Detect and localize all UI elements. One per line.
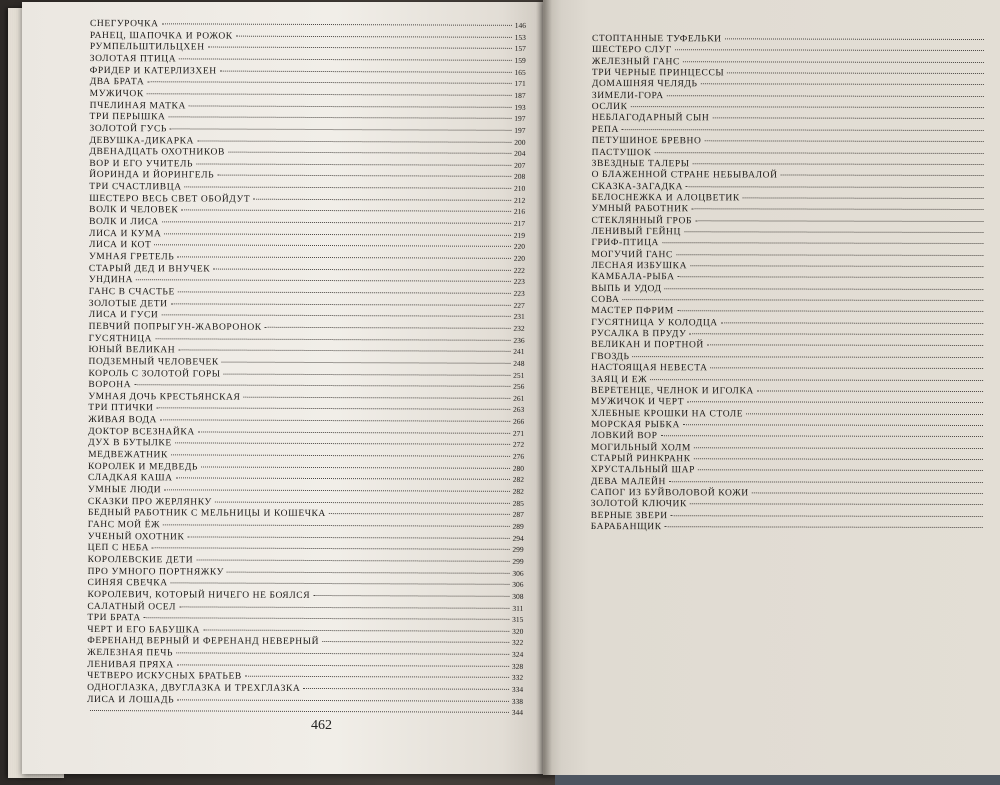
toc-entry-page: 220 xyxy=(513,253,525,263)
toc-entry-title: ВОЛК И ЛИСА xyxy=(89,217,159,228)
dot-leader xyxy=(179,58,511,60)
toc-entry-title: РАНЕЦ, ШАПОЧКА И РОЖОК xyxy=(89,30,233,42)
toc-entry-title: ВОРОНА xyxy=(88,380,132,391)
dot-leader xyxy=(313,595,509,597)
toc-entry-title: ЗВЕЗДНЫЕ ТАЛЕРЫ xyxy=(591,158,690,170)
toc-entry-title: ДОМАШНЯЯ ЧЕЛЯДЬ xyxy=(591,79,698,90)
toc-entry-title: ЧЕТВЕРО ИСКУСНЫХ БРАТЬЕВ xyxy=(87,671,242,683)
toc-entry-page: 320 xyxy=(512,626,524,636)
toc-entry-page: 219 xyxy=(513,230,526,240)
toc-entry-title: ВЕРЕТЕНЦЕ, ЧЕЛНОК И ИГОЛКА xyxy=(591,385,754,397)
toc-entry-page: 223 xyxy=(513,277,525,287)
toc-entry-title: ДЕВА МАЛЕЙН xyxy=(590,476,666,487)
dot-leader xyxy=(203,629,509,631)
toc-entry-title: ЗОЛОТОЙ КЛЮЧИК xyxy=(590,499,687,510)
toc-entry-title: НЕБЛАГОДАРНЫЙ СЫН xyxy=(591,113,710,124)
dot-leader xyxy=(701,84,984,86)
toc-entry-title: УМНЫЙ РАБОТНИК xyxy=(591,204,689,215)
dot-leader xyxy=(727,72,984,74)
dot-leader xyxy=(198,431,510,433)
toc-entry-page: 146 xyxy=(514,20,526,30)
toc-entry-page: 223 xyxy=(513,288,525,298)
dot-leader xyxy=(712,118,983,120)
toc-entry-page: 289 xyxy=(512,521,524,531)
toc-entry-title: СКАЗКИ ПРО ЖЕРЛЯНКУ xyxy=(87,496,212,508)
dot-leader xyxy=(164,489,509,492)
toc-entry-title: ЖЕЛЕЗНЫЙ ГАНС xyxy=(591,56,680,67)
toc-entry-title: ЧЕРТ И ЕГО БАБУШКА xyxy=(87,624,201,636)
dot-leader xyxy=(134,384,510,387)
dot-leader xyxy=(694,447,983,449)
dot-leader xyxy=(678,277,984,279)
toc-entry-title: ВОЛК И ЧЕЛОВЕК xyxy=(89,205,179,216)
toc-entry-page: 193 xyxy=(514,102,526,112)
toc-entry-page: 216 xyxy=(513,207,526,217)
toc-entry-title: ЛИСА И ЛОШАДЬ xyxy=(87,694,175,706)
toc-entry-title: СИНЯЯ СВЕЧКА xyxy=(87,578,168,589)
toc-entry-page: 315 xyxy=(512,614,524,625)
dot-leader xyxy=(746,413,983,415)
dot-leader xyxy=(154,245,510,248)
dot-leader xyxy=(686,186,984,188)
toc-entry-title: УЧЕНЫЙ ОХОТНИК xyxy=(87,531,185,543)
toc-entry-title: ЛИСА И КОТ xyxy=(88,240,152,251)
toc-entry-title: МОГИЛЬНЫЙ ХОЛМ xyxy=(590,442,691,453)
dot-leader xyxy=(224,373,511,375)
toc-entry-page: 322 xyxy=(512,638,524,648)
toc-entry-title: ТРИ ПТИЧКИ xyxy=(88,403,154,414)
dot-leader xyxy=(196,559,509,561)
dot-leader xyxy=(220,70,512,72)
toc-entry-page: 282 xyxy=(512,475,525,485)
toc-entry-title: ДВА БРАТА xyxy=(89,77,145,88)
toc-entry-page: 306 xyxy=(512,580,524,590)
toc-entry-title: ЛЕНИВЫЙ ГЕЙНЦ xyxy=(591,226,682,238)
dot-leader xyxy=(265,327,511,329)
toc-entry-title: ГВОЗДЬ xyxy=(591,351,630,362)
dot-leader xyxy=(675,50,984,52)
toc-entry-title: ЙОРИНДА И ЙОРИНГЕЛЬ xyxy=(89,170,215,181)
dot-leader xyxy=(189,105,511,107)
toc-entry-page: 159 xyxy=(514,55,526,65)
toc-entry-title: ВЕЛИКАН И ПОРТНОЙ xyxy=(591,340,704,351)
dot-leader xyxy=(162,221,511,224)
dot-leader xyxy=(155,338,510,341)
toc-entry-title: ГАНС В СЧАСТЬЕ xyxy=(88,286,175,298)
toc-entry-page: 306 xyxy=(512,568,524,578)
toc-entry-title: КАМБАЛА-РЫБА xyxy=(591,272,675,283)
toc-entry-title: ОСЛИК xyxy=(591,102,628,113)
toc-entry-page: 227 xyxy=(513,300,525,310)
toc-entry-title: СТАРЫЙ РИНКРАНК xyxy=(590,453,691,465)
toc-entry-page: 197 xyxy=(514,114,526,124)
toc-entry-title: ДВЕНАДЦАТЬ ОХОТНИКОВ xyxy=(89,147,225,158)
toc-entry-page: 210 xyxy=(513,183,526,193)
toc-entry-page: 261 xyxy=(513,393,525,403)
dot-leader xyxy=(704,140,983,142)
dot-leader xyxy=(144,617,509,620)
dot-leader xyxy=(197,140,511,142)
dot-leader xyxy=(695,220,983,222)
dot-leader xyxy=(228,152,511,154)
book-cover-edge xyxy=(555,775,1000,785)
page-number: 462 xyxy=(311,718,332,733)
dot-leader xyxy=(781,175,984,177)
dot-leader xyxy=(692,209,984,211)
dot-leader xyxy=(654,152,983,154)
dot-leader xyxy=(631,106,984,108)
toc-entry-page: 222 xyxy=(513,265,525,275)
toc-entry-page: 197 xyxy=(514,125,526,135)
toc-entry-page: 280 xyxy=(512,463,525,473)
dot-leader xyxy=(633,356,984,358)
toc-entry-title: ПЕВЧИЙ ПОПРЫГУН-ЖАВОРОНОК xyxy=(88,321,262,333)
toc-entry-title: СНЕГУРОЧКА xyxy=(89,18,159,30)
dot-leader xyxy=(243,396,510,398)
toc-entry-page: 157 xyxy=(514,44,526,54)
toc-entry-title: МОГУЧИЙ ГАНС xyxy=(591,249,673,260)
dot-leader xyxy=(162,23,512,26)
toc-entry-page: 231 xyxy=(513,312,525,322)
toc-entry-page: 308 xyxy=(512,591,524,601)
dot-leader xyxy=(683,61,984,63)
dot-leader xyxy=(661,435,983,437)
dot-leader xyxy=(650,379,983,381)
dot-leader xyxy=(164,233,510,236)
dot-leader xyxy=(175,443,510,445)
dot-leader xyxy=(157,408,511,411)
dot-leader xyxy=(178,350,510,352)
dot-leader xyxy=(147,82,511,85)
toc-entry-title: ЗИМЕЛИ-ГОРА xyxy=(591,90,664,101)
toc-entry-page: 299 xyxy=(512,545,524,555)
table-of-contents-right xyxy=(590,33,987,533)
toc-entry-page: 272 xyxy=(512,440,525,450)
dot-leader xyxy=(196,163,511,165)
dot-leader xyxy=(683,424,983,426)
dot-leader xyxy=(253,198,511,200)
dot-leader xyxy=(176,478,510,480)
toc-entry-title: ПРО УМНОГО ПОРТНЯЖКУ xyxy=(87,566,224,578)
toc-entry-title: БЕДНЫЙ РАБОТНИК С МЕЛЬНИЦЫ И КОШЕЧКА xyxy=(87,508,326,520)
dot-leader xyxy=(213,268,510,270)
toc-entry-page: 285 xyxy=(512,498,524,508)
toc-entry-page: 332 xyxy=(511,673,524,683)
dot-leader xyxy=(147,93,512,96)
toc-entry-title: ХРУСТАЛЬНЫЙ ШАР xyxy=(590,465,696,476)
toc-entry-title: ОДНОГЛАЗКА, ДВУГЛАЗКА И ТРЕХГЛАЗКА xyxy=(87,683,301,694)
toc-entry-page: 165 xyxy=(514,67,526,77)
toc-entry-title: ГРИФ-ПТИЦА xyxy=(591,238,660,249)
toc-entry-title: ГАНС МОЙ ЁЖ xyxy=(87,519,161,531)
toc-entry-title: ВОР И ЕГО УЧИТЕЛЬ xyxy=(89,158,194,170)
toc-entry-page: 153 xyxy=(514,32,526,42)
toc-entry-page: 294 xyxy=(512,533,524,543)
dot-leader xyxy=(757,390,983,392)
toc-entry-title: ПЧЕЛИНАЯ МАТКА xyxy=(89,100,186,111)
dot-leader xyxy=(743,197,984,199)
toc-entry-title: УМНАЯ ГРЕТЕЛЬ xyxy=(88,251,175,263)
dot-leader xyxy=(152,548,509,551)
toc-entry-title: КОРОЛЕВСКИЕ ДЕТИ xyxy=(87,554,194,566)
dot-leader xyxy=(725,38,984,40)
dot-leader xyxy=(690,265,983,267)
toc-entry-title: ДЕВУШКА-ДИКАРКА xyxy=(89,135,195,146)
toc-entry-page: 207 xyxy=(514,160,526,170)
dot-leader xyxy=(329,513,510,515)
toc-entry-page: 344 xyxy=(511,708,523,718)
toc-entry-title: СЛАДКАЯ КАША xyxy=(87,473,173,484)
dot-leader xyxy=(217,175,511,177)
toc-entry-title: ХЛЕБНЫЕ КРОШКИ НА СТОЛЕ xyxy=(590,408,744,419)
toc-entry-title: БЕЛОСНЕЖКА И АЛОЦВЕТИК xyxy=(591,192,740,204)
toc-entry-page: 324 xyxy=(511,649,524,659)
toc-entry-title: ДОКТОР ВСЕЗНАЙКА xyxy=(88,426,195,438)
book-gutter xyxy=(536,0,552,778)
toc-entry-title: ЛЕСНАЯ ИЗБУШКА xyxy=(591,260,688,272)
dot-leader xyxy=(684,231,983,233)
toc-entry-title: ФЕРЕНАНД ВЕРНЫЙ И ФЕРЕНАНД НЕВЕРНЫЙ xyxy=(87,636,320,648)
toc-entry-title: МЕДВЕЖАТНИК xyxy=(88,450,168,461)
toc-entry-title: СТОПТАННЫЕ ТУФЕЛЬКИ xyxy=(591,33,722,45)
toc-entry-page: 299 xyxy=(512,556,524,566)
dot-leader xyxy=(322,641,509,643)
dot-leader xyxy=(721,322,983,324)
toc-entry-page: 328 xyxy=(511,661,524,671)
dot-leader xyxy=(177,664,509,666)
dot-leader xyxy=(711,367,984,369)
toc-entry-title: ЛИСА И КУМА xyxy=(89,228,162,240)
toc-entry-title: УМНЫЕ ЛЮДИ xyxy=(87,484,162,496)
toc-entry-title: ТРИ ЧЕРНЫЕ ПРИНЦЕССЫ xyxy=(591,68,725,79)
toc-entry-title: ЦЕП С НЕБА xyxy=(87,543,150,554)
toc-entry-page: 311 xyxy=(512,603,524,613)
toc-entry-page: 287 xyxy=(512,510,524,520)
toc-entry-title: РУСАЛКА В ПРУДУ xyxy=(591,329,687,340)
toc-entry-title: ЛОВКИЙ ВОР xyxy=(590,431,658,442)
toc-entry-title: ГУСЯТНИЦА xyxy=(88,333,153,344)
dot-leader xyxy=(227,571,509,573)
dot-leader xyxy=(236,35,512,37)
dot-leader xyxy=(665,288,984,290)
dot-leader xyxy=(208,47,512,49)
toc-entry-title: ПОДЗЕМНЫЙ ЧЕЛОВЕЧЕК xyxy=(88,356,219,368)
toc-entry-title: ГУСЯТНИЦА У КОЛОДЦА xyxy=(591,317,718,329)
dot-leader xyxy=(694,458,983,460)
toc-entry-title: СТЕКЛЯННЫЙ ГРОБ xyxy=(591,215,693,226)
toc-entry-title: КОРОЛЕК И МЕДВЕДЬ xyxy=(88,461,199,473)
dot-leader xyxy=(177,256,510,258)
toc-entry-page: 171 xyxy=(514,79,526,89)
toc-entry-title: ФРИДЕР И КАТЕРЛИЗХЕН xyxy=(89,65,217,77)
dot-leader xyxy=(669,481,983,483)
dot-leader xyxy=(215,501,510,503)
toc-entry-title: ПАСТУШОК xyxy=(591,147,652,158)
toc-entry-title: ЗОЛОТАЯ ПТИЦА xyxy=(89,53,177,65)
toc-entry-title: МУЖИЧОК xyxy=(89,88,144,100)
dot-leader xyxy=(689,333,983,335)
dot-leader xyxy=(178,291,511,293)
dot-leader xyxy=(170,128,511,130)
toc-entry-title: ТРИ СЧАСТЛИВЦА xyxy=(89,182,182,193)
toc-entry-page: 276 xyxy=(512,451,525,461)
toc-entry-page: 236 xyxy=(513,335,525,345)
toc-entry-title: ВЕРНЫЕ ЗВЕРИ xyxy=(590,510,668,521)
toc-entry-page: 232 xyxy=(513,323,525,333)
toc-entry-title: САПОГ ИЗ БУЙВОЛОВОЙ КОЖИ xyxy=(590,487,749,499)
dot-leader xyxy=(171,303,511,305)
toc-entry-title: УМНАЯ ДОЧЬ КРЕСТЬЯНСКАЯ xyxy=(88,391,241,403)
dot-leader xyxy=(676,254,983,256)
toc-entry-page: 200 xyxy=(514,137,526,147)
toc-entry-page: 217 xyxy=(513,218,526,228)
toc-entry-page: 334 xyxy=(511,684,524,694)
toc-entry-page: 256 xyxy=(513,381,525,392)
dot-leader xyxy=(163,524,509,527)
dot-leader xyxy=(171,454,510,456)
toc-entry-title: НАСТОЯЩАЯ НЕВЕСТА xyxy=(591,363,708,374)
toc-entry-title: ЮНЫЙ ВЕЛИКАН xyxy=(88,345,176,356)
toc-entry-page: 282 xyxy=(512,486,524,496)
dot-leader xyxy=(160,419,510,422)
toc-entry-page: 208 xyxy=(514,172,526,182)
toc-entry-page: 271 xyxy=(512,428,525,438)
toc-entry-title: САЛАТНЫЙ ОСЕЛ xyxy=(87,601,177,612)
toc-entry-page: 251 xyxy=(513,370,525,380)
dot-leader xyxy=(303,688,508,690)
toc-entry-page: 241 xyxy=(513,347,525,357)
dot-leader xyxy=(161,315,510,318)
dot-leader xyxy=(622,129,984,131)
dot-leader xyxy=(677,311,983,313)
toc-entry-title: ЖЕЛЕЗНАЯ ПЕЧЬ xyxy=(87,648,174,659)
toc-entry-title: СКАЗКА-ЗАГАДКА xyxy=(591,181,684,192)
dot-leader xyxy=(623,299,984,301)
toc-entry-title: БАРАБАНЩИК xyxy=(590,522,662,533)
dot-leader xyxy=(187,536,509,538)
toc-entry-title: МОРСКАЯ РЫБКА xyxy=(590,419,680,431)
toc-entry-title: ШЕСТЕРО ВЕСЬ СВЕТ ОБОЙДУТ xyxy=(89,193,251,205)
dot-leader xyxy=(136,280,511,283)
dot-leader xyxy=(693,163,984,165)
dot-leader xyxy=(169,117,512,119)
toc-entry-page: 187 xyxy=(514,90,526,100)
dot-leader xyxy=(90,710,509,713)
toc-entry-title: МУЖИЧОК И ЧЕРТ xyxy=(591,397,685,408)
dot-leader xyxy=(687,401,983,403)
toc-entry-title: КОРОЛЬ С ЗОЛОТОЙ ГОРЫ xyxy=(88,368,221,380)
toc-entry-title: СОВА xyxy=(591,295,620,306)
dot-leader xyxy=(665,526,983,528)
toc-entry-title: ПЕТУШИНОЕ БРЕВНО xyxy=(591,136,702,147)
dot-leader xyxy=(690,504,983,506)
toc-entry-title: ШЕСТЕРО СЛУГ xyxy=(591,45,672,56)
toc-entry-title: МАСТЕР ПФРИМ xyxy=(591,306,674,317)
dot-leader xyxy=(176,652,509,654)
toc-entry-title: КОРОЛЕВИЧ, КОТОРЫЙ НИЧЕГО НЕ БОЯЛСЯ xyxy=(87,589,311,601)
dot-leader xyxy=(185,187,511,189)
toc-entry-title: ЛЕНИВАЯ ПРЯХА xyxy=(87,659,174,671)
dot-leader xyxy=(698,470,983,472)
dot-leader xyxy=(171,583,510,585)
toc-entry-title: ЗОЛОТОЙ ГУСЬ xyxy=(89,123,167,135)
toc-entry-title: УНДИНА xyxy=(88,275,134,286)
toc-entry-title: ВЫПЬ И УДОД xyxy=(591,283,662,294)
toc-entry-title: ТРИ ПЕРЫШКА xyxy=(89,112,166,123)
toc-entry-title: ДУХ В БУТЫЛКЕ xyxy=(88,438,172,449)
toc-entry-page: 266 xyxy=(512,416,525,426)
toc-entry-page: 338 xyxy=(511,696,524,706)
dot-leader xyxy=(245,676,509,678)
dot-leader xyxy=(752,492,983,494)
toc-entry-title: РЕПА xyxy=(591,124,619,135)
dot-leader xyxy=(201,466,510,468)
dot-leader xyxy=(181,210,511,212)
toc-entry-page: 212 xyxy=(513,195,526,205)
toc-entry-title: ТРИ БРАТА xyxy=(87,613,141,624)
dot-leader xyxy=(707,345,983,347)
toc-entry-title: ЖИВАЯ ВОДА xyxy=(88,415,158,426)
toc-entry-title: ЗОЛОТЫЕ ДЕТИ xyxy=(88,298,168,309)
toc-entry xyxy=(87,705,523,719)
toc-entry-page: 248 xyxy=(513,358,525,368)
dot-leader xyxy=(662,242,983,244)
toc-entry-title: ЛИСА И ГУСИ xyxy=(88,310,159,321)
dot-leader xyxy=(667,95,984,97)
toc-entry-title: СТАРЫЙ ДЕД И ВНУЧЕК xyxy=(88,263,211,275)
toc-entry-page: 263 xyxy=(513,405,525,415)
toc-entry-title: О БЛАЖЕННОЙ СТРАНЕ НЕБЫВАЛОЙ xyxy=(591,170,778,181)
dot-leader xyxy=(177,699,509,701)
toc-entry-title: ЗАЯЦ И ЕЖ xyxy=(591,374,648,385)
dot-leader xyxy=(671,515,983,517)
dot-leader xyxy=(179,606,509,608)
toc-entry-title: РУМПЕЛЬШТИЛЬЦХЕН xyxy=(89,42,205,53)
toc-entry-page: 204 xyxy=(514,148,526,159)
dot-leader xyxy=(222,361,510,363)
toc-entry-page: 220 xyxy=(513,242,526,252)
toc-entry xyxy=(591,521,986,534)
